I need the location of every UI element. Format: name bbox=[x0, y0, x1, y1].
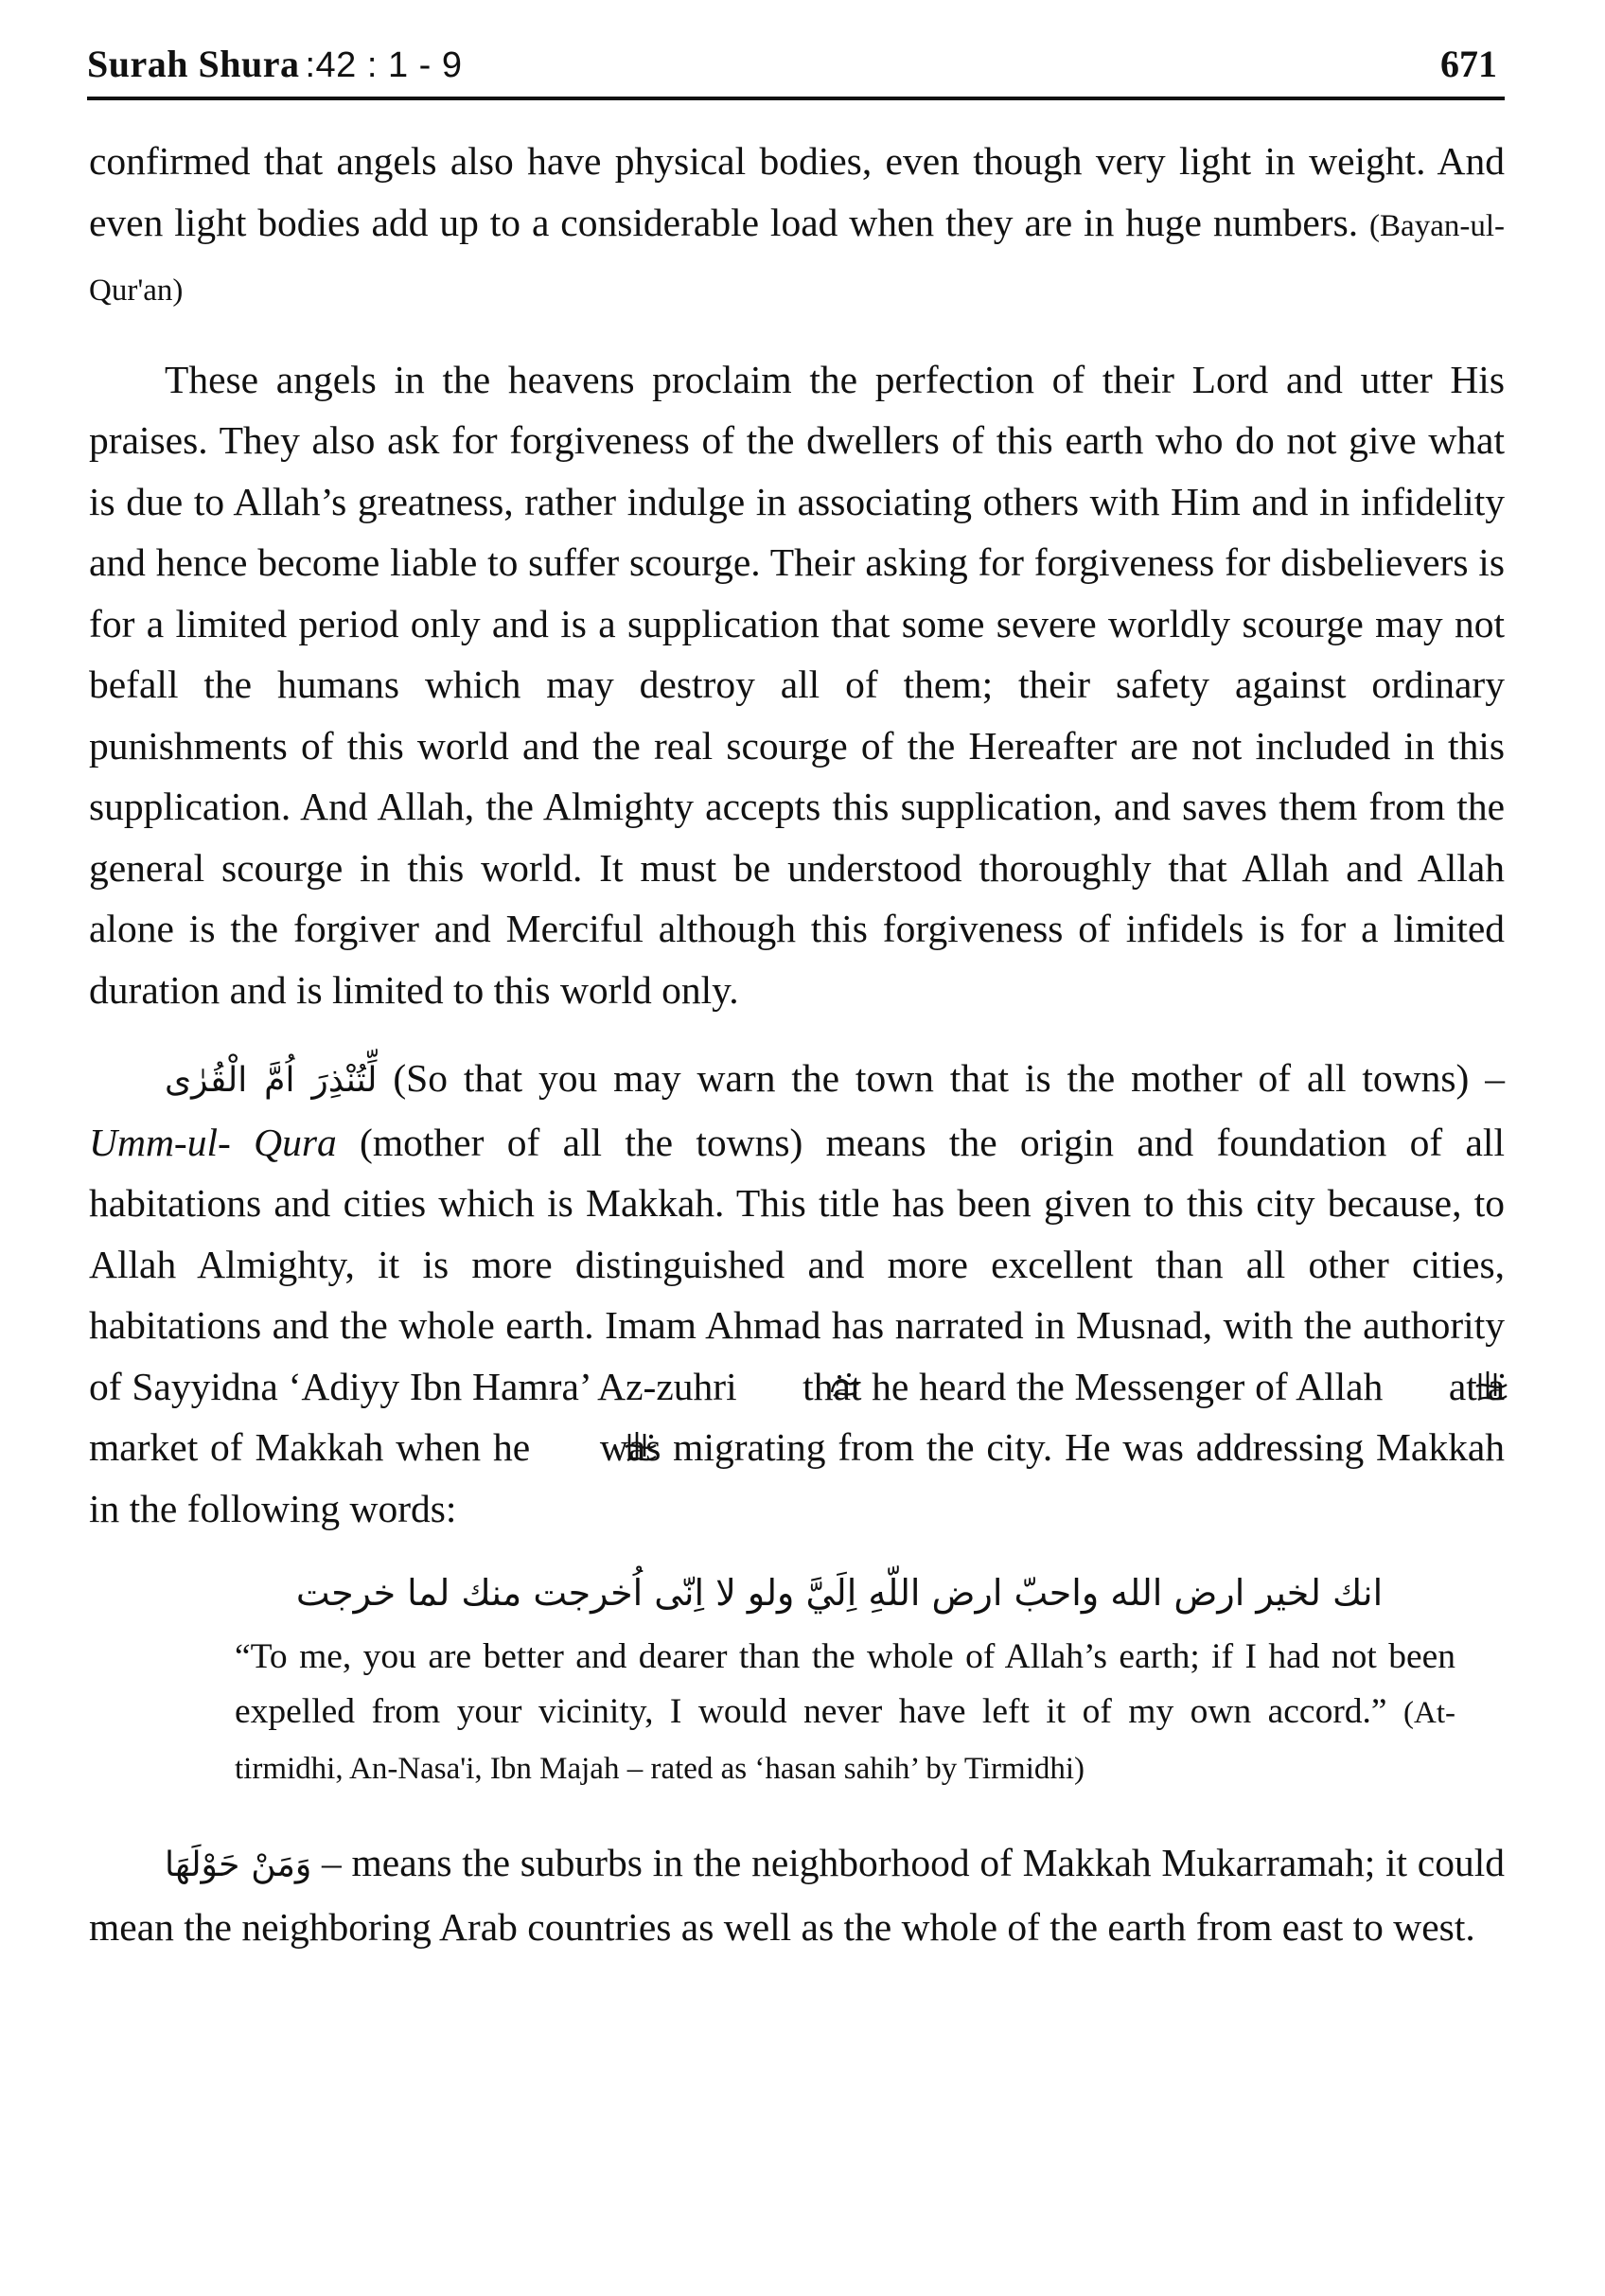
body-text bbox=[89, 131, 1505, 1957]
term-umm-ul-qura: Umm-ul- Qura bbox=[89, 1120, 337, 1164]
paragraph-2 bbox=[89, 349, 1505, 1021]
hadith-translation: “To me, you are better and dearer than the whole of Allah’s earth; if I had not been expelled from your vicinity, I would never have left it of my own accord.” bbox=[235, 1637, 1455, 1731]
paragraph-3-text-c: that he heard the Messenger of Allah bbox=[802, 1364, 1384, 1408]
hadith-arabic: انك لخير ارض الله واحبّ ارض اللّهِ اِلَيَّ ولو لا اِنّى اُخرجت منك لما خرجت bbox=[295, 1572, 1384, 1614]
paragraph-3 bbox=[89, 1048, 1505, 1539]
paragraph-3-text-e: was migrating from the city. He was addressing Makkah in the following words: bbox=[89, 1425, 1506, 1530]
running-header bbox=[87, 36, 1505, 102]
header-title bbox=[87, 42, 463, 86]
paragraph-3-text-b: (mother of all the towns) means the origin and foundation of all habitations and cities which is Makkah. This title has been given to this city because, to Allah Almighty, it is more distinguished and more excellent than all other cities, habitations and the whole earth. Imam Ahmad has narrated in Musnad, with the authority of Sayyidna ‘Adiyy Ibn Hamra’ Az-zuhri bbox=[89, 1120, 1505, 1408]
page-number: 671 bbox=[1440, 43, 1497, 85]
paragraph-4 bbox=[89, 1832, 1505, 1957]
paragraph-3-text-a: (So that you may warn the town that is the mother of all towns) – bbox=[393, 1056, 1506, 1100]
hadith-translation-block bbox=[235, 1630, 1455, 1796]
radiyallahu-anhu-icon bbox=[750, 1362, 788, 1400]
arabic-phrase-wa-man-hawlaha: وَمَنْ حَوْلَهَا bbox=[165, 1846, 312, 1884]
arabic-phrase-umm-ul-qura: لِّتُنْذِرَ اُمَّ الْقُرٰى bbox=[165, 1061, 378, 1100]
paragraph-1-text: confirmed that angels also have physical bodies, even though very light in weight. And even light bodies add up to a considerable load when they are in huge numbers. bbox=[89, 139, 1505, 244]
hadith-citation: (At-tirmidhi, An-Nasa'i, Ibn Majah – rated as ‘hasan sahih’ by Tirmidhi) bbox=[235, 1696, 1455, 1786]
paragraph-3-text-d: at a market of Makkah when he bbox=[89, 1364, 1506, 1469]
paragraph-1 bbox=[89, 131, 1505, 322]
paragraph-4-text: – means the suburbs in the neighborhood of Makkah Mukarramah; it could mean the neighboring Arab countries as well as the whole of the earth from east to west. bbox=[89, 1841, 1505, 1949]
verse-reference: :42 : 1 - 9 bbox=[305, 45, 463, 85]
paragraph-2-text: These angels in the heavens proclaim the perfection of their Lord and utter His praises. They also ask for forgiveness of the dwellers of this earth who do not give what is due to Allah’s greatness, rather indulge in associating others with Him and in infidelity and hence become liable to suffer scourge. Their asking for forgiveness for disbelievers is for a limited period only and is a supplication that some severe worldly scourge may not befall the humans which may destroy all of them; their safety against ordinary punishments of this world and the real scourge of the Hereafter are not included in this supplication. And Allah, the Almighty accepts this supplication, and saves them from the general scourge in this world. It must be understood thoroughly that Allah and Allah alone is the forgiver and Merciful although this forgiveness of infidels is for a limited duration and is limited to this world only. bbox=[89, 357, 1505, 1012]
salla-allahu-alaihi-wasallam-icon bbox=[546, 1422, 584, 1460]
surah-name: Surah Shura bbox=[87, 43, 300, 85]
header-divider bbox=[87, 97, 1505, 100]
salla-allahu-alaihi-wasallam-icon bbox=[1397, 1362, 1435, 1400]
citation-bayan-ul-quran: (Bayan-ul-Qur'an) bbox=[89, 208, 1505, 308]
